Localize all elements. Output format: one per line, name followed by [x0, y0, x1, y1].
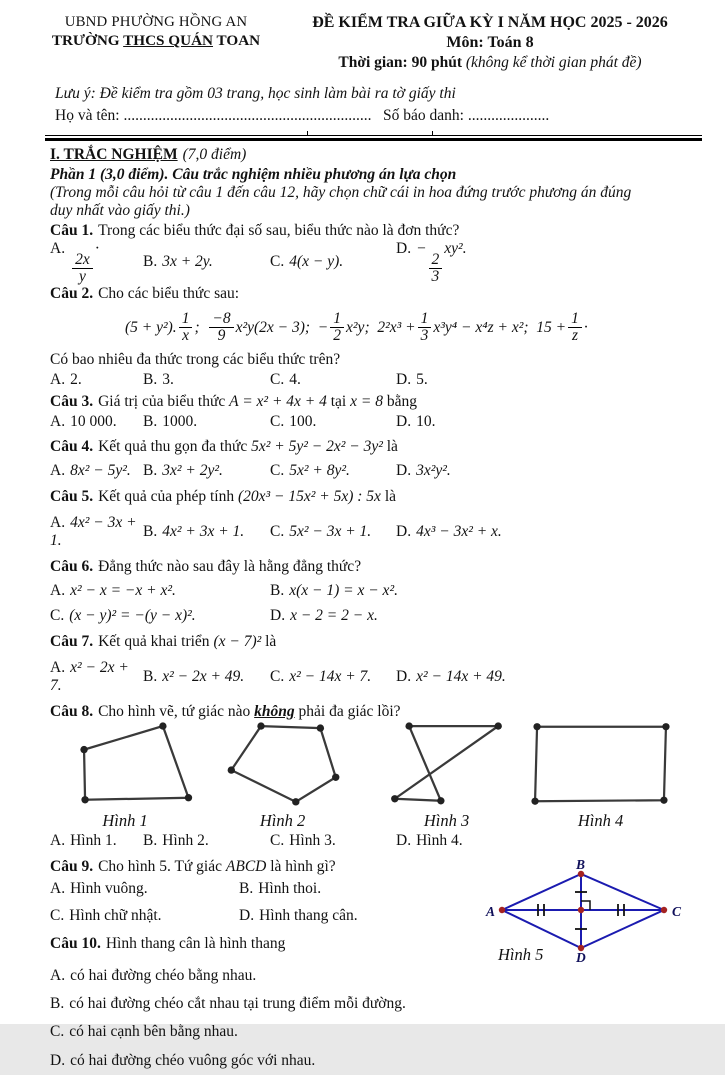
question-6-label: Câu 6.: [50, 558, 94, 576]
org-line2-underlined: THCS QUÁN: [123, 32, 214, 50]
option-d: D. 5.: [396, 370, 428, 388]
option-a: A. x² − 2x + 7.: [50, 659, 129, 695]
figure-4-caption: Hình 4: [577, 811, 624, 831]
quadrilateral-shape: [50, 723, 200, 809]
figure-1: [50, 723, 200, 830]
figure-5: [478, 858, 704, 978]
pentagon-shape: [225, 723, 340, 809]
crossed-quadrilateral-shape: [388, 723, 505, 809]
question-6-text: Đẳng thức nào sau đây là hằng đẳng thức?: [98, 558, 362, 576]
option-c: C. 5x² + 8y².: [270, 462, 350, 480]
question-4-options: [50, 462, 700, 480]
student-fields: [50, 107, 700, 127]
exam-time: [280, 54, 700, 72]
option-a: A. Hình vuông.: [50, 880, 148, 898]
option-c: C. x² − 14x + 7.: [270, 668, 372, 686]
question-3: Câu 3. Giá trị của biểu thức A = x² + 4x + 4 tại x = 8 bằng: [50, 392, 417, 410]
option-b: B. 3x² + 2y².: [143, 462, 223, 480]
question-8-label: Câu 8.: [50, 703, 94, 721]
name-field: [55, 107, 371, 124]
figure-5-caption: Hình 5: [498, 945, 544, 965]
name-label: Họ và tên:: [55, 107, 124, 125]
fraction: $\frac{-8}{9}$: [209, 311, 233, 344]
issuing-org: [50, 14, 262, 72]
rectangle-shape: [528, 723, 673, 809]
option-a: A. 8x² − 5y².: [50, 462, 131, 480]
option-c: C. 4.: [270, 370, 301, 388]
question-3-options: [50, 413, 700, 431]
question-1: [50, 222, 700, 240]
option-a: A. 2.: [50, 370, 82, 388]
questions-9-10-zone: [50, 858, 700, 1075]
exam-title-block: [280, 14, 700, 72]
option-d: D. − $\frac{2}{3}$ xy².: [396, 239, 467, 285]
question-2-expression: (5 + y²). $\frac{1}{x}$ ; $\frac{-8}{9}$ x²y(2x − 3); − $\frac{1}{2}$ x²y; 2²x³ + $\frac{1}{3}$ x³y⁴ − x⁴z + x²; 15 + $\frac{1}{z}$ ·: [125, 310, 588, 345]
option-d: D. 4x³ − 3x² + x.: [396, 523, 502, 541]
org-line1: UBND PHƯỜNG HỒNG AN: [64, 14, 248, 30]
question-1-label: Câu 1.: [50, 221, 94, 239]
question-5: Câu 5. Kết quả của phép tính (20x³ − 15x² + 5x) : 5x là: [50, 488, 396, 506]
exam-header: [50, 14, 700, 72]
fraction: $\frac{1}{z}$: [568, 311, 582, 344]
question-4-label: Câu 4.: [50, 438, 94, 456]
question-8-figures: [50, 723, 700, 830]
option-d: D. 3x²y².: [396, 462, 451, 480]
option-c: C. Hình chữ nhật.: [50, 907, 162, 925]
option-b: B. có hai đường chéo cắt nhau tại trung điểm mỗi đường.: [50, 995, 406, 1013]
vertex-label-a: A: [486, 904, 496, 920]
option-a: A. Hình 1.: [50, 832, 117, 850]
question-7-options: [50, 659, 700, 695]
option-b: B. 3x + 2y.: [143, 253, 213, 271]
option-a: A. $\frac{2x}{y}$ ·: [50, 239, 100, 285]
section1-title: I. TRẮC NGHIỆM: [50, 146, 178, 164]
question-6-options: [50, 582, 700, 625]
part1-heading: Phần 1 (3,0 điểm). Câu trắc nghiệm nhiều phương án lựa chọn: [50, 166, 457, 183]
emphasized-word: không: [254, 703, 295, 721]
question-6: [50, 558, 700, 576]
divider-tick: [307, 131, 308, 136]
option-b: B. x(x − 1) = x − x².: [270, 582, 398, 600]
org-line2-prefix: TRƯỜNG: [51, 32, 124, 50]
option-a: A. có hai đường chéo bằng nhau.: [50, 967, 257, 985]
figure-3-caption: Hình 3: [423, 811, 470, 831]
fraction: $\frac{1}{3}$: [418, 311, 432, 344]
candidate-number-label: Số báo danh:: [383, 107, 468, 125]
question-1-text: Trong các biểu thức đại số sau, biểu thức nào là đơn thức?: [98, 221, 460, 239]
question-10-label: Câu 10.: [50, 935, 101, 953]
option-d: D. Hình 4.: [396, 832, 463, 850]
option-c: C. (x − y)² = −(y − x)².: [50, 607, 196, 625]
question-5-label: Câu 5.: [50, 488, 94, 506]
question-5-options: [50, 514, 700, 550]
option-c: C. 4(x − y).: [270, 253, 344, 271]
figure-4: [528, 723, 673, 830]
figure-3: [388, 723, 505, 830]
question-2: [50, 285, 700, 303]
question-3-label: Câu 3.: [50, 392, 94, 410]
fraction: $\frac{1}{x}$: [179, 311, 193, 344]
question-7: Câu 7. Kết quả khai triển (x − 7)² là: [50, 633, 277, 651]
section1-heading: [50, 146, 700, 164]
fraction: $\frac{1}{2}$: [330, 311, 344, 344]
question-1-options: [50, 240, 700, 285]
option-d: D. x² − 14x + 49.: [396, 668, 506, 686]
option-b: B. Hình 2.: [143, 832, 209, 850]
question-9-label: Câu 9.: [50, 858, 94, 876]
section1-points: (7,0 điểm): [182, 146, 247, 164]
option-c: C. Hình 3.: [270, 832, 336, 850]
fraction: $\frac{2}{3}$: [429, 252, 443, 285]
candidate-number-field: [383, 107, 549, 125]
option-c: C. 100.: [270, 412, 317, 430]
name-dotted-line: ................................................................: [123, 107, 372, 125]
question-9: Câu 9. Cho hình 5. Tứ giác ABCD là hình gì?: [50, 858, 336, 876]
option-c: C. có hai cạnh bên bằng nhau.: [50, 1023, 238, 1041]
option-d: D. có hai đường chéo vuông góc với nhau.: [50, 1051, 316, 1069]
divider-tick: [432, 131, 433, 136]
part1-instruction-line2: duy nhất vào giấy thi.): [50, 201, 190, 219]
option-a: A. x² − x = −x + x².: [50, 582, 176, 600]
question-2-options: [50, 371, 700, 389]
option-a: A. 4x² − 3x + 1.: [50, 514, 137, 550]
question-10-options: [50, 962, 700, 1075]
question-7-label: Câu 7.: [50, 633, 94, 651]
org-line2-suffix: TOAN: [213, 32, 261, 50]
vertex-label-b: B: [576, 857, 586, 873]
org-line2: [50, 32, 262, 50]
option-d: D. 10.: [396, 412, 436, 430]
option-b: B. 4x² + 3x + 1.: [143, 523, 245, 541]
part1-instruction-line1: (Trong mỗi câu hỏi từ câu 1 đến câu 12, hãy chọn chữ cái in hoa đứng trước phương án đúng: [50, 183, 632, 201]
option-b: B. 3.: [143, 370, 174, 388]
figure-2-caption: Hình 2: [259, 811, 306, 831]
option-b: B. x² − 2x + 49.: [143, 668, 245, 686]
time-note: (không kể thời gian phát đề): [465, 54, 642, 72]
fraction: $\frac{2x}{y}$: [72, 252, 93, 285]
question-8: Câu 8. Cho hình vẽ, tứ giác nào không phải đa giác lồi?: [50, 703, 401, 721]
exam-subject: Môn: Toán 8: [446, 33, 534, 51]
option-d: D. Hình thang cân.: [239, 907, 358, 925]
option-b: B. Hình thoi.: [239, 880, 322, 898]
exam-note: Lưu ý: Đề kiểm tra gồm 03 trang, học sinh làm bài ra tờ giấy thi: [55, 85, 456, 103]
option-c: C. 5x² − 3x + 1.: [270, 523, 372, 541]
option-b: B. 1000.: [143, 412, 198, 430]
question-4: Câu 4. Kết quả thu gọn đa thức 5x² + 5y² − 2x² − 3y² là: [50, 438, 398, 456]
time-duration: Thời gian: 90 phút: [338, 54, 466, 72]
question-2-text: Cho các biểu thức sau:: [98, 284, 240, 302]
exam-title: ĐỀ KIỂM TRA GIỮA KỲ I NĂM HỌC 2025 - 2026: [312, 14, 668, 31]
header-divider: [45, 135, 702, 141]
option-a: A. 10 000.: [50, 412, 117, 430]
question-2-ask: Có bao nhiêu đa thức trong các biểu thức trên?: [50, 350, 341, 368]
question-8-options: [50, 832, 700, 850]
question-2-label: Câu 2.: [50, 284, 94, 302]
vertex-label-d: D: [576, 950, 586, 966]
option-d: D. x − 2 = 2 − x.: [270, 607, 378, 625]
candidate-number-dotted-line: .....................: [467, 107, 550, 125]
question-10-text: Hình thang cân là hình thang: [105, 935, 286, 953]
vertex-label-c: C: [672, 904, 682, 920]
figure-1-caption: Hình 1: [102, 811, 148, 831]
figure-2: [225, 723, 340, 830]
